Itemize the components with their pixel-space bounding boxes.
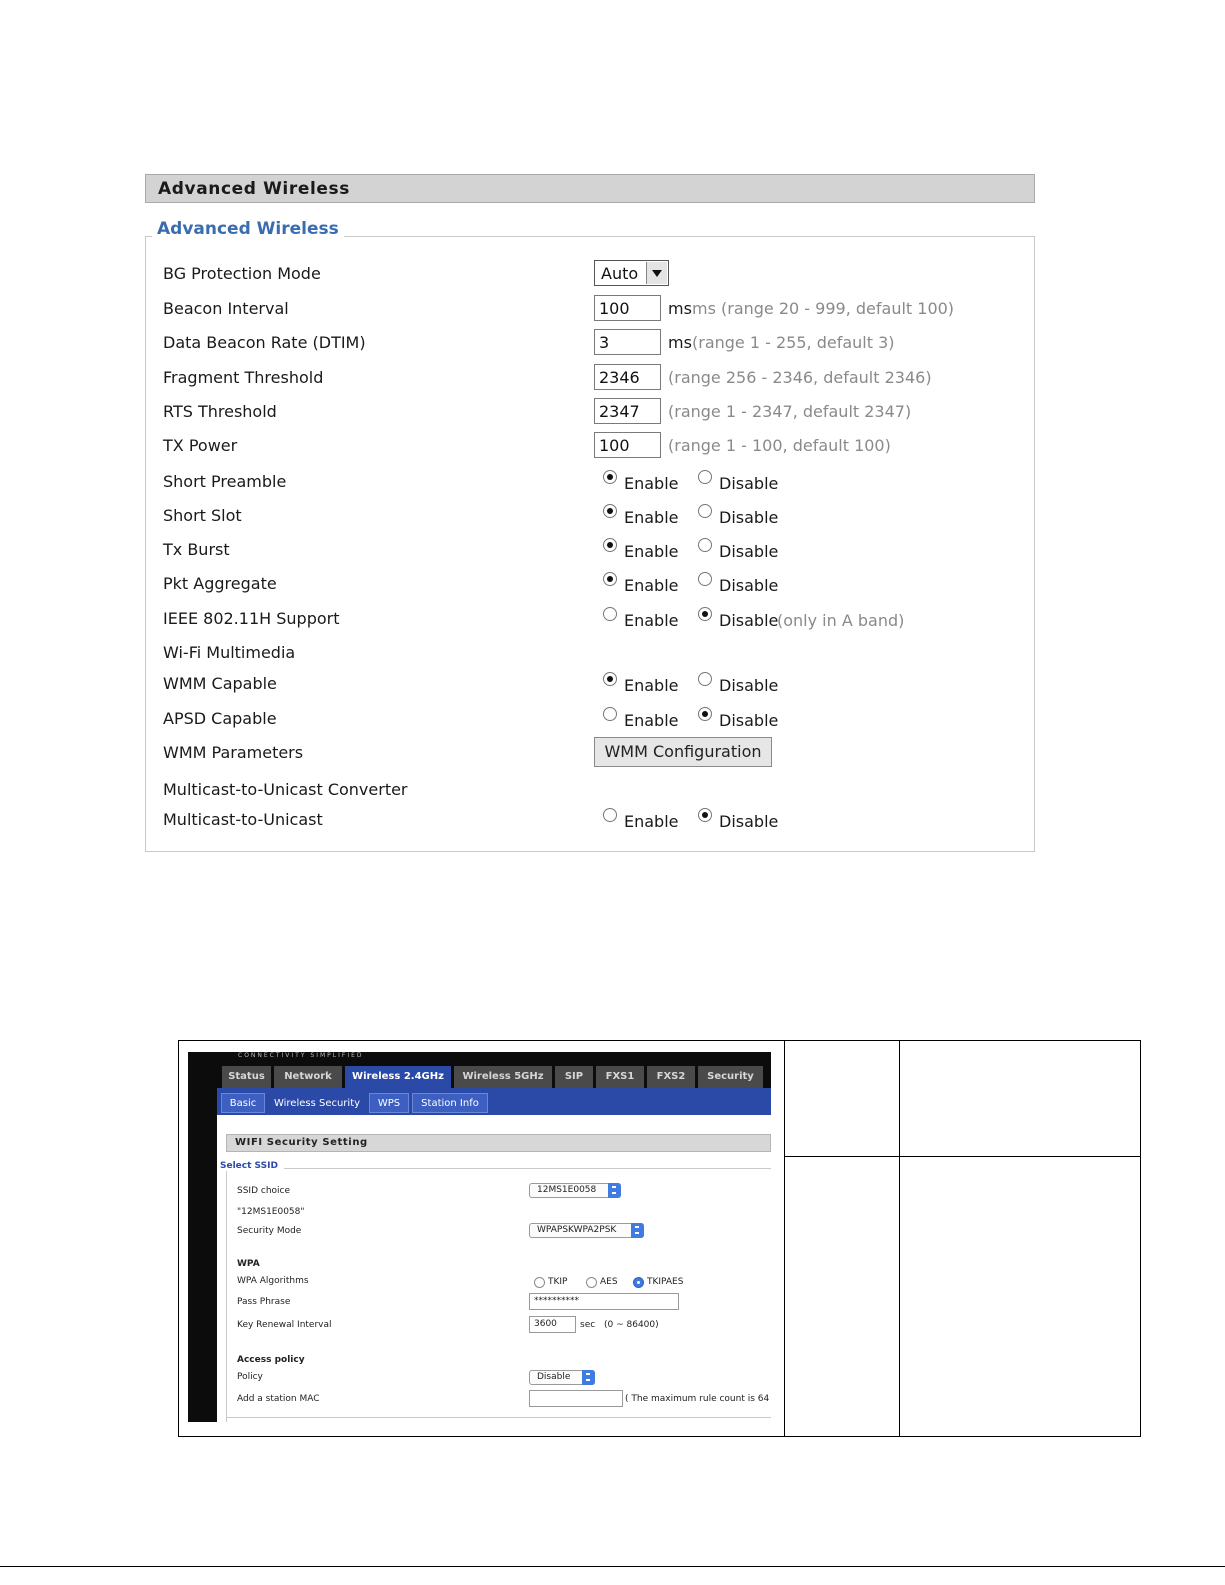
disable-label: Disable xyxy=(719,711,779,730)
select-arrow-icon[interactable] xyxy=(631,1223,644,1238)
pkt-aggregate-disable-radio[interactable] xyxy=(698,572,712,586)
short-preamble-label: Short Preamble xyxy=(163,472,287,491)
beacon-interval-label: Beacon Interval xyxy=(163,299,289,318)
pass-phrase-value: ********** xyxy=(534,1296,579,1306)
ssid-quoted: "12MS1E0058" xyxy=(237,1207,305,1217)
disable-label: Disable xyxy=(719,474,779,493)
rts-threshold-row xyxy=(0,398,1225,430)
tx-burst-label: Tx Burst xyxy=(163,540,230,559)
access-policy-heading: Access policy xyxy=(237,1355,305,1365)
left-bar xyxy=(188,1052,217,1422)
apsd-capable-disable-radio[interactable] xyxy=(698,707,712,721)
fieldset-border xyxy=(226,1417,771,1418)
pkt-aggregate-label: Pkt Aggregate xyxy=(163,574,277,593)
wifi-security-title: WIFI Security Setting xyxy=(235,1137,368,1148)
subtab-wireless-security[interactable]: Wireless Security xyxy=(268,1093,366,1113)
m2u-label: Multicast-to-Unicast xyxy=(163,810,323,829)
disable-label: Disable xyxy=(719,676,779,695)
key-renewal-value: 3600 xyxy=(534,1319,557,1329)
ssid-choice-value: 12MS1E0058 xyxy=(537,1185,597,1195)
rts-threshold-input[interactable] xyxy=(594,398,661,424)
m2u-row xyxy=(0,806,1225,838)
wpa-tkip-radio[interactable] xyxy=(534,1277,545,1288)
wifi-multimedia-label: Wi-Fi Multimedia xyxy=(163,643,296,662)
wmm-capable-enable-radio[interactable] xyxy=(603,672,617,686)
key-renewal-unit: sec xyxy=(580,1320,596,1330)
subtab-station-info[interactable]: Station Info xyxy=(412,1093,488,1113)
tab-wireless-5ghz[interactable]: Wireless 5GHz xyxy=(454,1066,552,1088)
rts-threshold-label: RTS Threshold xyxy=(163,402,277,421)
apsd-capable-label: APSD Capable xyxy=(163,709,277,728)
wpa-tkip-label: TKIP xyxy=(548,1277,568,1287)
section-legend: Advanced Wireless xyxy=(152,219,344,239)
tx-power-row xyxy=(0,432,1225,464)
m2u-section-label: Multicast-to-Unicast Converter xyxy=(163,780,408,799)
bg-protection-value: Auto xyxy=(601,264,639,283)
enable-label: Enable xyxy=(624,611,679,630)
m2u-enable-radio[interactable] xyxy=(603,808,617,822)
wmm-configuration-button[interactable]: WMM Configuration xyxy=(594,737,772,767)
select-arrow-icon[interactable] xyxy=(608,1183,621,1198)
wpa-heading: WPA xyxy=(237,1259,260,1269)
enable-label: Enable xyxy=(624,474,679,493)
dtim-label: Data Beacon Rate (DTIM) xyxy=(163,333,366,352)
short-slot-row xyxy=(0,502,1225,534)
short-slot-enable-radio[interactable] xyxy=(603,504,617,518)
beacon-interval-row xyxy=(0,295,1225,327)
select-arrow-icon[interactable] xyxy=(582,1370,595,1385)
dropdown-arrow-icon[interactable] xyxy=(646,262,667,284)
disable-label: Disable xyxy=(719,508,779,527)
advanced-wireless-header xyxy=(145,174,1035,203)
security-mode-label: Security Mode xyxy=(237,1226,302,1236)
short-preamble-row xyxy=(0,468,1225,500)
fragment-threshold-input[interactable] xyxy=(594,364,661,390)
beacon-interval-input[interactable] xyxy=(594,295,661,321)
add-mac-label: Add a station MAC xyxy=(237,1394,320,1404)
header-title: Advanced Wireless xyxy=(158,179,350,199)
select-ssid-legend: Select SSID xyxy=(220,1161,281,1171)
enable-label: Enable xyxy=(624,812,679,831)
short-preamble-disable-radio[interactable] xyxy=(698,470,712,484)
tx-power-input[interactable] xyxy=(594,432,661,458)
dtim-input[interactable] xyxy=(594,329,661,355)
disable-label: Disable xyxy=(719,611,779,630)
wpa-tkipaes-radio[interactable] xyxy=(633,1277,644,1288)
ieee-80211h-enable-radio[interactable] xyxy=(603,607,617,621)
enable-label: Enable xyxy=(624,542,679,561)
fieldset-border xyxy=(226,1168,227,1422)
pass-phrase-label: Pass Phrase xyxy=(237,1297,291,1307)
apsd-capable-enable-radio[interactable] xyxy=(603,707,617,721)
apsd-capable-row xyxy=(0,705,1225,737)
tab-fxs1[interactable]: FXS1 xyxy=(596,1066,644,1088)
key-renewal-label: Key Renewal Interval xyxy=(237,1320,332,1330)
table-divider xyxy=(784,1040,785,1437)
short-slot-disable-radio[interactable] xyxy=(698,504,712,518)
pass-phrase-input[interactable] xyxy=(529,1293,679,1310)
ieee-80211h-hint: (only in A band) xyxy=(777,611,905,630)
ieee-80211h-label: IEEE 802.11H Support xyxy=(163,609,340,628)
bg-protection-label: BG Protection Mode xyxy=(163,264,321,283)
dtim-unit: ms xyxy=(668,333,692,352)
table-divider xyxy=(784,1156,1141,1157)
disable-label: Disable xyxy=(719,576,779,595)
fragment-threshold-row xyxy=(0,364,1225,396)
wmm-capable-disable-radio[interactable] xyxy=(698,672,712,686)
fragment-threshold-hint: (range 256 - 2346, default 2346) xyxy=(668,368,932,387)
wifi-security-header xyxy=(226,1134,771,1152)
tab-status[interactable]: Status xyxy=(222,1066,271,1088)
wpa-aes-radio[interactable] xyxy=(586,1277,597,1288)
key-renewal-hint: (0 ~ 86400) xyxy=(604,1320,659,1330)
page-bottom-rule xyxy=(0,1566,1225,1567)
tab-security[interactable]: Security xyxy=(698,1066,763,1088)
pkt-aggregate-enable-radio[interactable] xyxy=(603,572,617,586)
max-rule-hint: ( The maximum rule count is 64 xyxy=(625,1394,770,1404)
dtim-hint: (range 1 - 255, default 3) xyxy=(692,333,895,352)
ssid-choice-select[interactable] xyxy=(529,1183,621,1198)
disable-label: Disable xyxy=(719,812,779,831)
disable-label: Disable xyxy=(719,542,779,561)
tab-wireless-24ghz[interactable]: Wireless 2.4GHz xyxy=(345,1066,451,1088)
table-divider xyxy=(899,1040,900,1437)
add-mac-input[interactable] xyxy=(529,1390,623,1407)
wpa-tkipaes-label: TKIPAES xyxy=(647,1277,684,1287)
dtim-row xyxy=(0,329,1225,361)
security-mode-select[interactable] xyxy=(529,1223,644,1238)
ieee-80211h-row xyxy=(0,605,1225,637)
key-renewal-input[interactable] xyxy=(529,1316,576,1333)
ssid-choice-label: SSID choice xyxy=(237,1186,291,1196)
enable-label: Enable xyxy=(624,676,679,695)
tab-network[interactable]: Network xyxy=(274,1066,342,1088)
beacon-interval-unit: ms xyxy=(668,299,692,318)
policy-value: Disable xyxy=(537,1372,571,1382)
m2u-disable-radio[interactable] xyxy=(698,808,712,822)
enable-label: Enable xyxy=(624,576,679,595)
tx-burst-disable-radio[interactable] xyxy=(698,538,712,552)
wmm-capable-label: WMM Capable xyxy=(163,674,277,693)
beacon-interval-hint: ms (range 20 - 999, default 100) xyxy=(692,299,955,318)
tx-burst-enable-radio[interactable] xyxy=(603,538,617,552)
enable-label: Enable xyxy=(624,508,679,527)
subtab-wps[interactable]: WPS xyxy=(369,1093,409,1113)
wmm-capable-row xyxy=(0,670,1225,702)
wmm-parameters-label: WMM Parameters xyxy=(163,743,304,762)
policy-select[interactable] xyxy=(529,1370,595,1385)
fieldset-border xyxy=(284,1168,771,1169)
wpa-aes-label: AES xyxy=(600,1277,618,1287)
ieee-80211h-disable-radio[interactable] xyxy=(698,607,712,621)
short-slot-label: Short Slot xyxy=(163,506,242,525)
wpa-algorithms-label: WPA Algorithms xyxy=(237,1276,309,1286)
rts-threshold-hint: (range 1 - 2347, default 2347) xyxy=(668,402,912,421)
brand-tagline: CONNECTIVITY SIMPLIFIED xyxy=(238,1052,364,1059)
tx-power-label: TX Power xyxy=(163,436,238,455)
short-preamble-enable-radio[interactable] xyxy=(603,470,617,484)
policy-label: Policy xyxy=(237,1372,263,1382)
wifi-security-screenshot xyxy=(188,1052,771,1422)
tab-fxs2[interactable]: FXS2 xyxy=(647,1066,695,1088)
pkt-aggregate-row xyxy=(0,570,1225,602)
enable-label: Enable xyxy=(624,711,679,730)
tab-sip[interactable]: SIP xyxy=(555,1066,593,1088)
tx-power-hint: (range 1 - 100, default 100) xyxy=(668,436,891,455)
fragment-threshold-label: Fragment Threshold xyxy=(163,368,324,387)
bg-protection-select[interactable] xyxy=(594,260,669,286)
subtab-basic[interactable]: Basic xyxy=(221,1093,265,1113)
security-mode-value: WPAPSKWPA2PSK xyxy=(537,1225,617,1235)
tx-burst-row xyxy=(0,536,1225,568)
